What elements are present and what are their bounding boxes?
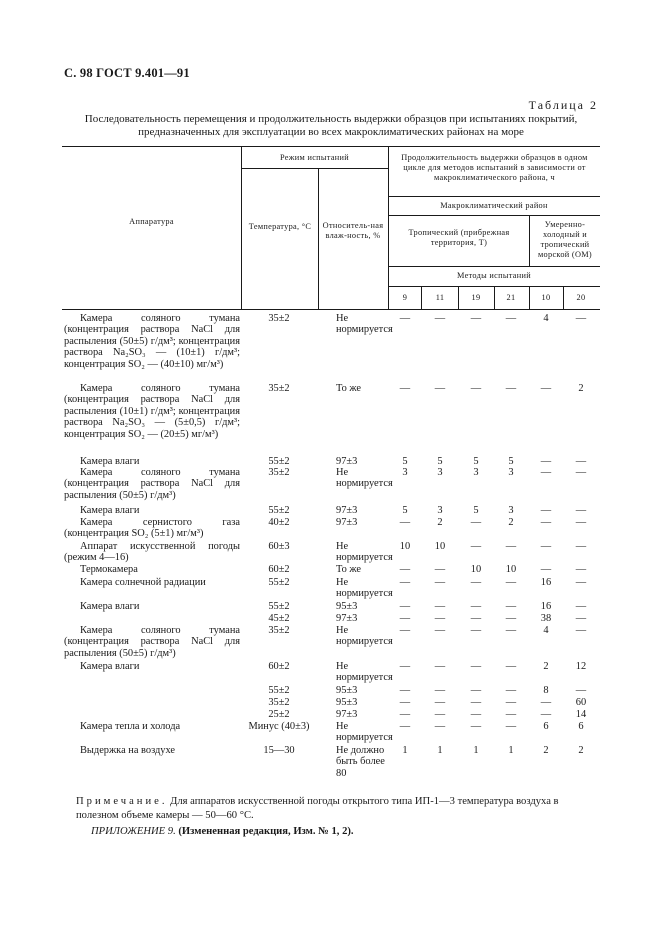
method-number: 10 <box>541 293 551 302</box>
duration-cell: 5 <box>508 456 514 467</box>
appendix-text: (Измененная редакция, Изм. № 1, 2). <box>175 826 354 837</box>
duration-cell: 2 <box>508 517 514 528</box>
temperature-cell: 60±2 <box>268 564 290 575</box>
duration-cell: 4 <box>543 625 549 636</box>
duration-cell: — <box>470 517 482 528</box>
duration-cell: 5 <box>437 456 443 467</box>
apparatus-cell: Камера тепла и холода <box>80 721 181 732</box>
col-rule-m5 <box>563 286 564 310</box>
humidity-cell: 97±3 <box>336 517 358 528</box>
apparatus-cell: Камера влаги <box>80 661 140 672</box>
duration-cell: — <box>540 456 552 467</box>
duration-cell: — <box>505 661 517 672</box>
temperature-cell: 35±2 <box>268 313 290 324</box>
col-header-temperature: Температура, °С <box>248 222 312 231</box>
page-header: С. 98 ГОСТ 9.401—91 <box>64 66 190 80</box>
duration-cell: 3 <box>508 467 514 478</box>
humidity-cell: 97±3 <box>336 505 358 516</box>
duration-cell: — <box>470 601 482 612</box>
humidity-cell: То же <box>336 383 362 394</box>
method-number: 9 <box>402 293 408 302</box>
duration-cell: 3 <box>437 505 443 516</box>
duration-cell: 10 <box>470 564 482 575</box>
duration-cell: — <box>399 313 411 324</box>
humidity-cell: Не нормируется <box>336 313 393 336</box>
duration-cell: 16 <box>540 601 552 612</box>
duration-cell: 1 <box>437 745 443 756</box>
duration-cell: — <box>540 505 552 516</box>
duration-cell: — <box>505 613 517 624</box>
col-rule-m3 <box>494 286 495 310</box>
col-header-temperate: Умеренно-холодный и тропический морской (ОМ) <box>538 220 592 259</box>
duration-cell: — <box>575 564 587 575</box>
col-header-humidity: Относитель-ная влаж-ность, % <box>322 221 384 240</box>
humidity-cell: Не нормируется <box>336 541 393 564</box>
duration-cell: — <box>470 313 482 324</box>
duration-cell: 2 <box>437 517 443 528</box>
temperature-cell: 55±2 <box>268 505 290 516</box>
apparatus-cell: Камера влаги <box>80 456 140 467</box>
apparatus-cell: Камера влаги <box>80 505 140 516</box>
duration-cell: — <box>540 517 552 528</box>
duration-cell: 1 <box>473 745 479 756</box>
col-rule-m4 <box>529 286 530 310</box>
duration-cell: 8 <box>543 685 549 696</box>
methods-top-rule <box>388 266 600 267</box>
duration-cell: — <box>505 721 517 732</box>
duration-cell: — <box>575 313 587 324</box>
apparatus-cell: Аппарат искусственной погоды (режим 4—16) <box>64 541 240 564</box>
apparatus-cell: Камера влаги <box>80 601 140 612</box>
duration-cell: — <box>540 467 552 478</box>
duration-cell: — <box>470 721 482 732</box>
temperature-cell: 55±2 <box>268 685 290 696</box>
humidity-cell: 95±3 <box>336 697 358 708</box>
appendix-label: ПРИЛОЖЕНИЕ 9. <box>91 826 176 837</box>
duration-cell: — <box>399 721 411 732</box>
col-rule-temp <box>318 168 319 310</box>
duration-cell: — <box>399 625 411 636</box>
duration-cell: — <box>434 685 446 696</box>
humidity-cell: 97±3 <box>336 613 358 624</box>
duration-cell: — <box>434 661 446 672</box>
col-rule-m1 <box>421 286 422 310</box>
humidity-cell: Не нормируется <box>336 661 393 684</box>
duration-cell: 1 <box>402 745 408 756</box>
duration-cell: — <box>434 564 446 575</box>
duration-cell: — <box>399 383 411 394</box>
col-header-duration: Продолжительность выдержки образцов в одном цикле для методов испытаний в зависимости от макроклиматического района, ч <box>401 153 588 182</box>
duration-cell: — <box>540 709 552 720</box>
duration-cell: — <box>399 613 411 624</box>
duration-cell: — <box>434 383 446 394</box>
duration-cell: 10 <box>505 564 517 575</box>
duration-cell: — <box>540 697 552 708</box>
humidity-cell: 95±3 <box>336 685 358 696</box>
duration-cell: — <box>434 577 446 588</box>
method-number: 19 <box>471 293 481 302</box>
region-rule <box>388 215 600 216</box>
duration-cell: 10 <box>434 541 446 552</box>
temperature-cell: 60±3 <box>268 541 290 552</box>
duration-cell: 10 <box>399 541 411 552</box>
apparatus-cell: Камера соляного тумана (концентрация раствора NaCl для распыления (10±1) г/дм³; концентрация раствора Na₂SO₃ — (5±0,5) г/дм³; концентрация SO₂ — (20±5) мг/м³) <box>64 383 240 440</box>
duration-cell: — <box>399 517 411 528</box>
duration-cell: — <box>575 601 587 612</box>
temperature-cell: 55±2 <box>268 601 290 612</box>
duration-cell: — <box>505 709 517 720</box>
appendix-line <box>91 826 354 837</box>
duration-cell: 60 <box>575 697 587 708</box>
duration-cell: — <box>505 697 517 708</box>
duration-cell: — <box>575 467 587 478</box>
humidity-cell: То же <box>336 564 362 575</box>
duration-cell: — <box>575 625 587 636</box>
duration-cell: — <box>470 697 482 708</box>
duration-cell: — <box>505 541 517 552</box>
temperature-cell: Минус (40±3) <box>248 721 310 732</box>
duration-cell: — <box>505 383 517 394</box>
duration-cell: — <box>434 625 446 636</box>
humidity-cell: 97±3 <box>336 456 358 467</box>
temperature-cell: 60±2 <box>268 661 290 672</box>
duration-cell: — <box>470 383 482 394</box>
duration-cell: 6 <box>578 721 584 732</box>
duration-cell: — <box>470 625 482 636</box>
method-number: 11 <box>435 293 445 302</box>
col-rule-hum <box>388 146 389 310</box>
duration-cell: — <box>505 313 517 324</box>
duration-cell: — <box>399 697 411 708</box>
duration-cell: — <box>505 601 517 612</box>
humidity-cell: 95±3 <box>336 601 358 612</box>
duration-cell: — <box>434 709 446 720</box>
duration-cell: — <box>575 456 587 467</box>
duration-cell: — <box>399 564 411 575</box>
duration-cell: 5 <box>402 456 408 467</box>
temperature-cell: 55±2 <box>268 456 290 467</box>
macro-rule <box>388 196 600 197</box>
note-label: Примечание. <box>76 796 168 807</box>
temperature-cell: 35±2 <box>268 697 290 708</box>
method-number: 20 <box>576 293 586 302</box>
duration-cell: — <box>505 685 517 696</box>
col-header-methods: Методы испытаний <box>457 271 531 280</box>
duration-cell: 2 <box>578 745 584 756</box>
duration-cell: — <box>399 577 411 588</box>
apparatus-cell: Камера солнечной радиации <box>80 577 206 588</box>
duration-cell: 5 <box>402 505 408 516</box>
duration-cell: — <box>470 613 482 624</box>
header-bottom-rule <box>62 309 600 310</box>
note-text: Для аппаратов искусственной погоды открытого типа ИП-1—3 температура воздуха в полезном объеме камеры — 50—60 °С. <box>76 796 559 821</box>
duration-cell: — <box>434 313 446 324</box>
duration-cell: — <box>434 721 446 732</box>
temperature-cell: 15—30 <box>263 745 295 756</box>
apparatus-cell: Выдержка на воздухе <box>80 745 176 756</box>
duration-cell: 3 <box>508 505 514 516</box>
duration-cell: 5 <box>473 456 479 467</box>
humidity-cell: 97±3 <box>336 709 358 720</box>
duration-cell: 3 <box>473 467 479 478</box>
duration-cell: — <box>540 564 552 575</box>
humidity-cell: Не нормируется <box>336 467 393 490</box>
table-top-rule <box>62 146 600 147</box>
humidity-cell: Не должно быть более 80 <box>336 745 385 779</box>
temperature-cell: 45±2 <box>268 613 290 624</box>
duration-cell: — <box>575 577 587 588</box>
duration-cell: — <box>575 505 587 516</box>
duration-cell: 16 <box>540 577 552 588</box>
duration-cell: — <box>470 541 482 552</box>
mode-sub-rule <box>241 168 388 169</box>
table-number: Таблица 2 <box>528 98 598 112</box>
duration-cell: — <box>575 517 587 528</box>
duration-cell: 38 <box>540 613 552 624</box>
duration-cell: — <box>399 601 411 612</box>
duration-cell: — <box>470 577 482 588</box>
duration-cell: 2 <box>543 745 549 756</box>
table-note <box>76 795 600 823</box>
duration-cell: — <box>575 685 587 696</box>
col-rule-region <box>529 215 530 266</box>
col-header-tropical: Тропический (прибрежная территория, Т) <box>408 228 510 247</box>
humidity-cell: Не нормируется <box>336 625 393 648</box>
duration-cell: — <box>540 383 552 394</box>
table-caption: Последовательность перемещения и продолжительность выдержки образцов при испытаниях покрытий, предназначенных для эксплуатации во всех макроклиматических районах на море <box>84 113 578 138</box>
col-rule-m2 <box>458 286 459 310</box>
method-number: 21 <box>506 293 516 302</box>
duration-cell: 1 <box>508 745 514 756</box>
apparatus-cell: Термокамера <box>80 564 138 575</box>
duration-cell: 2 <box>578 383 584 394</box>
col-header-macroclimate: Макроклиматический район <box>440 201 548 210</box>
humidity-cell: Не нормируется <box>336 577 393 600</box>
duration-cell: — <box>575 541 587 552</box>
temperature-cell: 40±2 <box>268 517 290 528</box>
duration-cell: — <box>505 625 517 636</box>
duration-cell: — <box>399 661 411 672</box>
apparatus-cell: Камера соляного тумана (концентрация раствора NaCl для распыления (50±5) г/дм³; концентрация раствора Na₂SO₃ — (10±1) г/дм³; концентрация SO₂ — (40±10) мг/м³) <box>64 313 240 370</box>
duration-cell: — <box>575 613 587 624</box>
duration-cell: — <box>470 709 482 720</box>
duration-cell: — <box>434 697 446 708</box>
humidity-cell: Не нормируется <box>336 721 393 744</box>
apparatus-cell: Камера соляного тумана (концентрация раствора NaCl для распыления (50±5) г/дм³) <box>64 467 240 501</box>
duration-cell: — <box>399 709 411 720</box>
duration-cell: — <box>434 601 446 612</box>
temperature-cell: 35±2 <box>268 467 290 478</box>
temperature-cell: 55±2 <box>268 577 290 588</box>
duration-cell: 14 <box>575 709 587 720</box>
col-rule-apparatus <box>241 146 242 310</box>
duration-cell: 12 <box>575 661 587 672</box>
duration-cell: — <box>505 577 517 588</box>
duration-cell: 4 <box>543 313 549 324</box>
apparatus-cell: Камера сернистого газа (концентрация SO₂ (5±1) мг/м³) <box>64 517 240 540</box>
duration-cell: — <box>399 685 411 696</box>
duration-cell: 6 <box>543 721 549 732</box>
duration-cell: 5 <box>473 505 479 516</box>
duration-cell: — <box>470 685 482 696</box>
duration-cell: 3 <box>402 467 408 478</box>
duration-cell: — <box>470 661 482 672</box>
duration-cell: 3 <box>437 467 443 478</box>
col-header-apparatus: Аппаратура <box>129 217 174 226</box>
apparatus-cell: Камера соляного тумана (концентрация раствора NaCl для распыления (50±5) г/дм³) <box>64 625 240 659</box>
duration-cell: 2 <box>543 661 549 672</box>
duration-cell: — <box>434 613 446 624</box>
temperature-cell: 35±2 <box>268 383 290 394</box>
temperature-cell: 25±2 <box>268 709 290 720</box>
duration-cell: — <box>540 541 552 552</box>
col-header-mode: Режим испытаний <box>279 153 350 162</box>
temperature-cell: 35±2 <box>268 625 290 636</box>
